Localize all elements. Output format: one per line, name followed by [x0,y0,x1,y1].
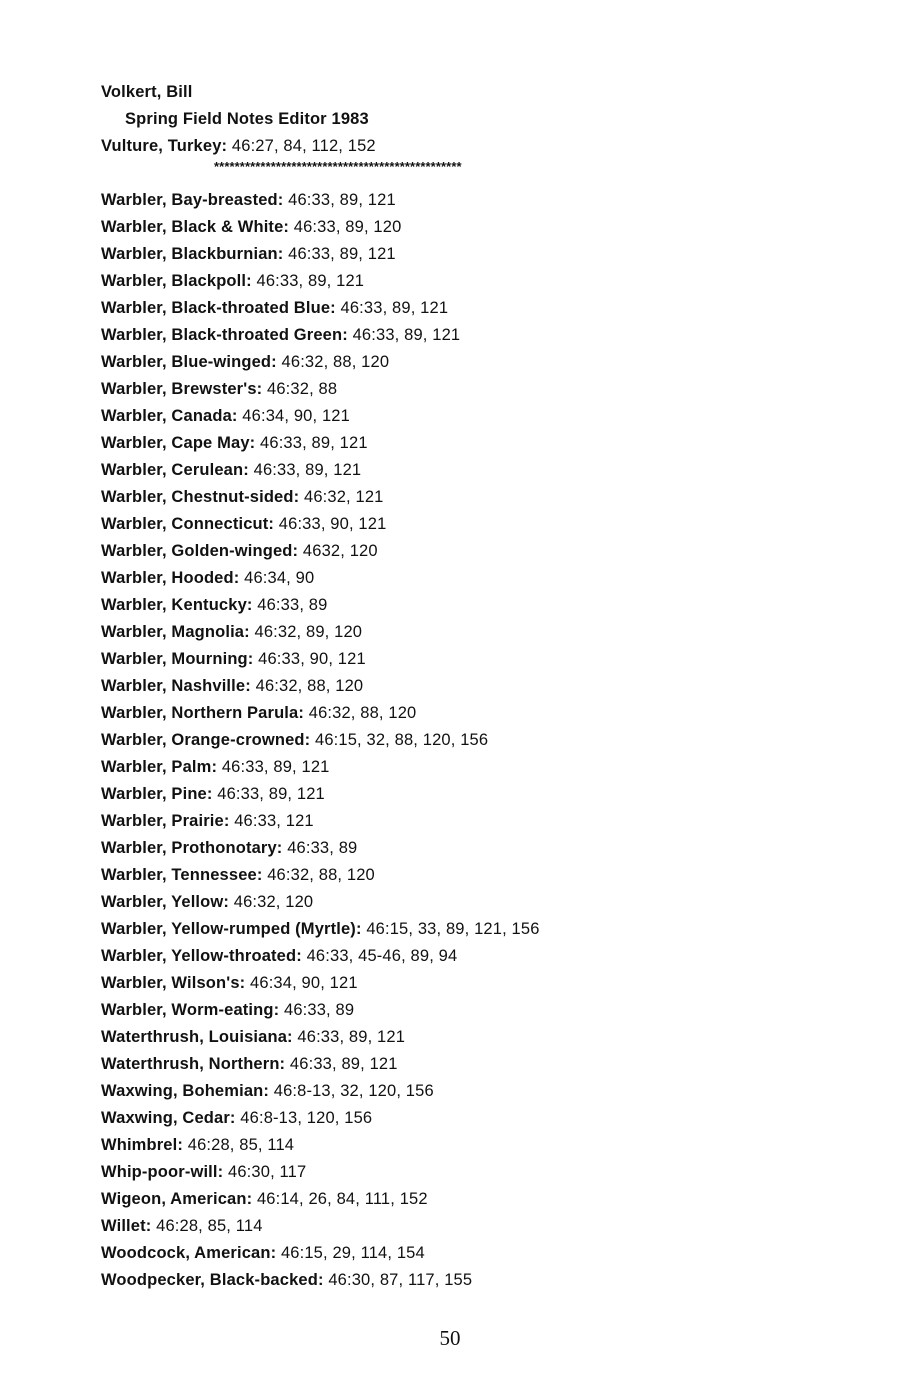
entry-term: Waterthrush, Louisiana: [101,1028,293,1046]
index-entry [101,1105,861,1132]
entry-refs: 46:27, 84, 112, 152 [227,137,376,155]
entry-refs: 46:33, 90, 121 [253,650,366,668]
entry-refs: 46:32, 88, 120 [304,704,417,722]
index-entry [101,214,861,241]
index-entry [101,700,861,727]
entry-term: Spring Field Notes Editor 1983 [125,110,369,128]
entry-refs: 46:32, 88, 120 [250,677,364,695]
index-entry [101,430,861,457]
entry-term: Waxwing, Cedar: [101,1109,236,1127]
page-number: 50 [439,1326,461,1350]
index-entry [101,1240,861,1267]
index-entry [101,1267,861,1294]
entry-term: Warbler, Golden-winged: [101,542,299,560]
entry-term: Warbler, Pine: [101,785,213,803]
entry-term: Volkert, Bill [101,83,193,101]
entry-term: Warbler, Orange-crowned: [101,731,311,749]
entry-refs: 46:33, 89 [282,839,358,857]
index-entry [101,457,861,484]
index-entry [101,673,861,700]
index-entry [101,268,861,295]
entry-refs: 46:33, 89, 121 [217,758,330,776]
index-entry [101,349,861,376]
index-entry [101,862,861,889]
entry-term: Waxwing, Bohemian: [101,1082,270,1100]
index-entry [101,538,861,565]
entry-term: Warbler, Connecticut: [101,515,275,533]
index-entry [101,187,861,214]
index-entry [101,1132,861,1159]
entry-term: Waterthrush, Northern: [101,1055,286,1073]
entry-term: Warbler, Palm: [101,758,218,776]
index-entry [101,1186,861,1213]
entry-term: Warbler, Wilson's: [101,974,246,992]
entry-refs: 46:32, 88 [262,380,338,398]
entry-term: Warbler, Worm-eating: [101,1001,280,1019]
entry-term: Warbler, Blackburnian: [101,245,284,263]
index-entry [101,808,861,835]
entry-term: Warbler, Black & White: [101,218,290,236]
entry-refs: 46:15, 29, 114, 154 [276,1244,425,1262]
entry-term: Warbler, Magnolia: [101,623,250,641]
entry-term: Woodpecker, Black-backed: [101,1271,324,1289]
index-entry [101,133,861,160]
entry-refs: 46:15, 33, 89, 121, 156 [361,920,540,938]
index-entry [101,1159,861,1186]
entry-term: Warbler, Yellow-throated: [101,947,302,965]
entry-refs: 46:34, 90, 121 [237,407,350,425]
entry-term: Warbler, Mourning: [101,650,254,668]
entry-refs: 46:33, 45-46, 89, 94 [301,947,458,965]
entry-refs: 46:30, 87, 117, 155 [323,1271,473,1289]
index-entry [101,835,861,862]
entry-refs: 46:33, 89, 120 [289,218,402,236]
index-entry [101,1213,861,1240]
entry-refs: 46:32, 120 [229,893,314,911]
entry-term: Warbler, Prairie: [101,812,230,830]
index-entry [101,997,861,1024]
index-entry [101,727,861,754]
entry-term: Warbler, Cape May: [101,434,256,452]
entry-term: Whimbrel: [101,1136,184,1154]
entry-refs: 46:8-13, 32, 120, 156 [269,1082,434,1100]
entry-refs: 46:33, 89, 121 [347,326,461,344]
index-entry-author [101,79,861,106]
entry-term: Vulture, Turkey: [101,137,228,155]
index-entry [101,889,861,916]
header-entries [101,79,861,160]
entry-term: Warbler, Brewster's: [101,380,263,398]
entry-term: Warbler, Nashville: [101,677,251,695]
index-entry [101,484,861,511]
entry-refs: 46:28, 85, 114 [183,1136,295,1154]
index-entry [101,1051,861,1078]
entry-term: Warbler, Chestnut-sided: [101,488,300,506]
entry-term: Warbler, Yellow: [101,893,230,911]
entry-term: Willet: [101,1217,152,1235]
entry-term: Warbler, Tennessee: [101,866,263,884]
index-entry [101,565,861,592]
index-entry [101,511,861,538]
entry-refs: 46:32, 121 [299,488,384,506]
index-entry-list [101,187,861,1294]
index-entry [101,322,861,349]
index-entry [101,754,861,781]
entry-term: Warbler, Cerulean: [101,461,249,479]
entry-refs: 4632, 120 [298,542,378,560]
index-entry [101,1078,861,1105]
entry-term: Warbler, Yellow-rumped (Myrtle): [101,920,362,938]
entry-term: Warbler, Black-throated Green: [101,326,348,344]
entry-refs: 46:33, 89 [252,596,328,614]
entry-term: Warbler, Bay-breasted: [101,191,284,209]
index-entry [101,916,861,943]
entry-term: Wigeon, American: [101,1190,253,1208]
entry-term: Warbler, Black-throated Blue: [101,299,336,317]
entry-term: Warbler, Kentucky: [101,596,253,614]
index-entry [101,943,861,970]
index-entry [101,619,861,646]
entry-term: Whip-poor-will: [101,1163,224,1181]
index-entry [101,646,861,673]
entry-refs: 46:33, 89, 121 [285,1055,398,1073]
entry-refs: 46:33, 89, 121 [251,272,365,290]
index-entry [101,241,861,268]
entry-refs: 46:33, 89, 121 [335,299,449,317]
entry-refs: 46:33, 121 [229,812,314,830]
index-entry [101,970,861,997]
entry-refs: 46:34, 90, 121 [245,974,358,992]
entry-term: Warbler, Prothonotary: [101,839,283,857]
index-entry [101,781,861,808]
entry-refs: 46:28, 85, 114 [151,1217,263,1235]
entry-refs: 46:33, 89 [279,1001,355,1019]
asterisk-divider: ************************************************ [214,159,462,174]
entry-refs: 46:32, 88, 120 [262,866,375,884]
entry-refs: 46:33, 89, 121 [255,434,368,452]
entry-term: Warbler, Canada: [101,407,238,425]
entry-term: Warbler, Northern Parula: [101,704,305,722]
entry-term: Warbler, Blue-winged: [101,353,277,371]
index-entry [101,403,861,430]
entry-refs: 46:32, 88, 120 [276,353,390,371]
entry-refs: 46:33, 89, 121 [283,245,396,263]
entry-refs: 46:33, 90, 121 [274,515,387,533]
entry-refs: 46:33, 89, 121 [248,461,362,479]
entry-refs: 46:15, 32, 88, 120, 156 [310,731,489,749]
entry-term: Woodcock, American: [101,1244,277,1262]
index-entry-role [101,106,861,133]
entry-refs: 46:14, 26, 84, 111, 152 [252,1190,428,1208]
entry-term: Warbler, Blackpoll: [101,272,252,290]
entry-refs: 46:33, 89, 121 [283,191,396,209]
index-entry [101,295,861,322]
index-entry [101,376,861,403]
entry-refs: 46:30, 117 [223,1163,307,1181]
index-entry [101,592,861,619]
entry-refs: 46:33, 89, 121 [292,1028,406,1046]
entry-refs: 46:33, 89, 121 [212,785,325,803]
entry-refs: 46:8-13, 120, 156 [235,1109,373,1127]
index-entry [101,1024,861,1051]
entry-refs: 46:32, 89, 120 [249,623,363,641]
entry-term: Warbler, Hooded: [101,569,240,587]
entry-refs: 46:34, 90 [239,569,315,587]
